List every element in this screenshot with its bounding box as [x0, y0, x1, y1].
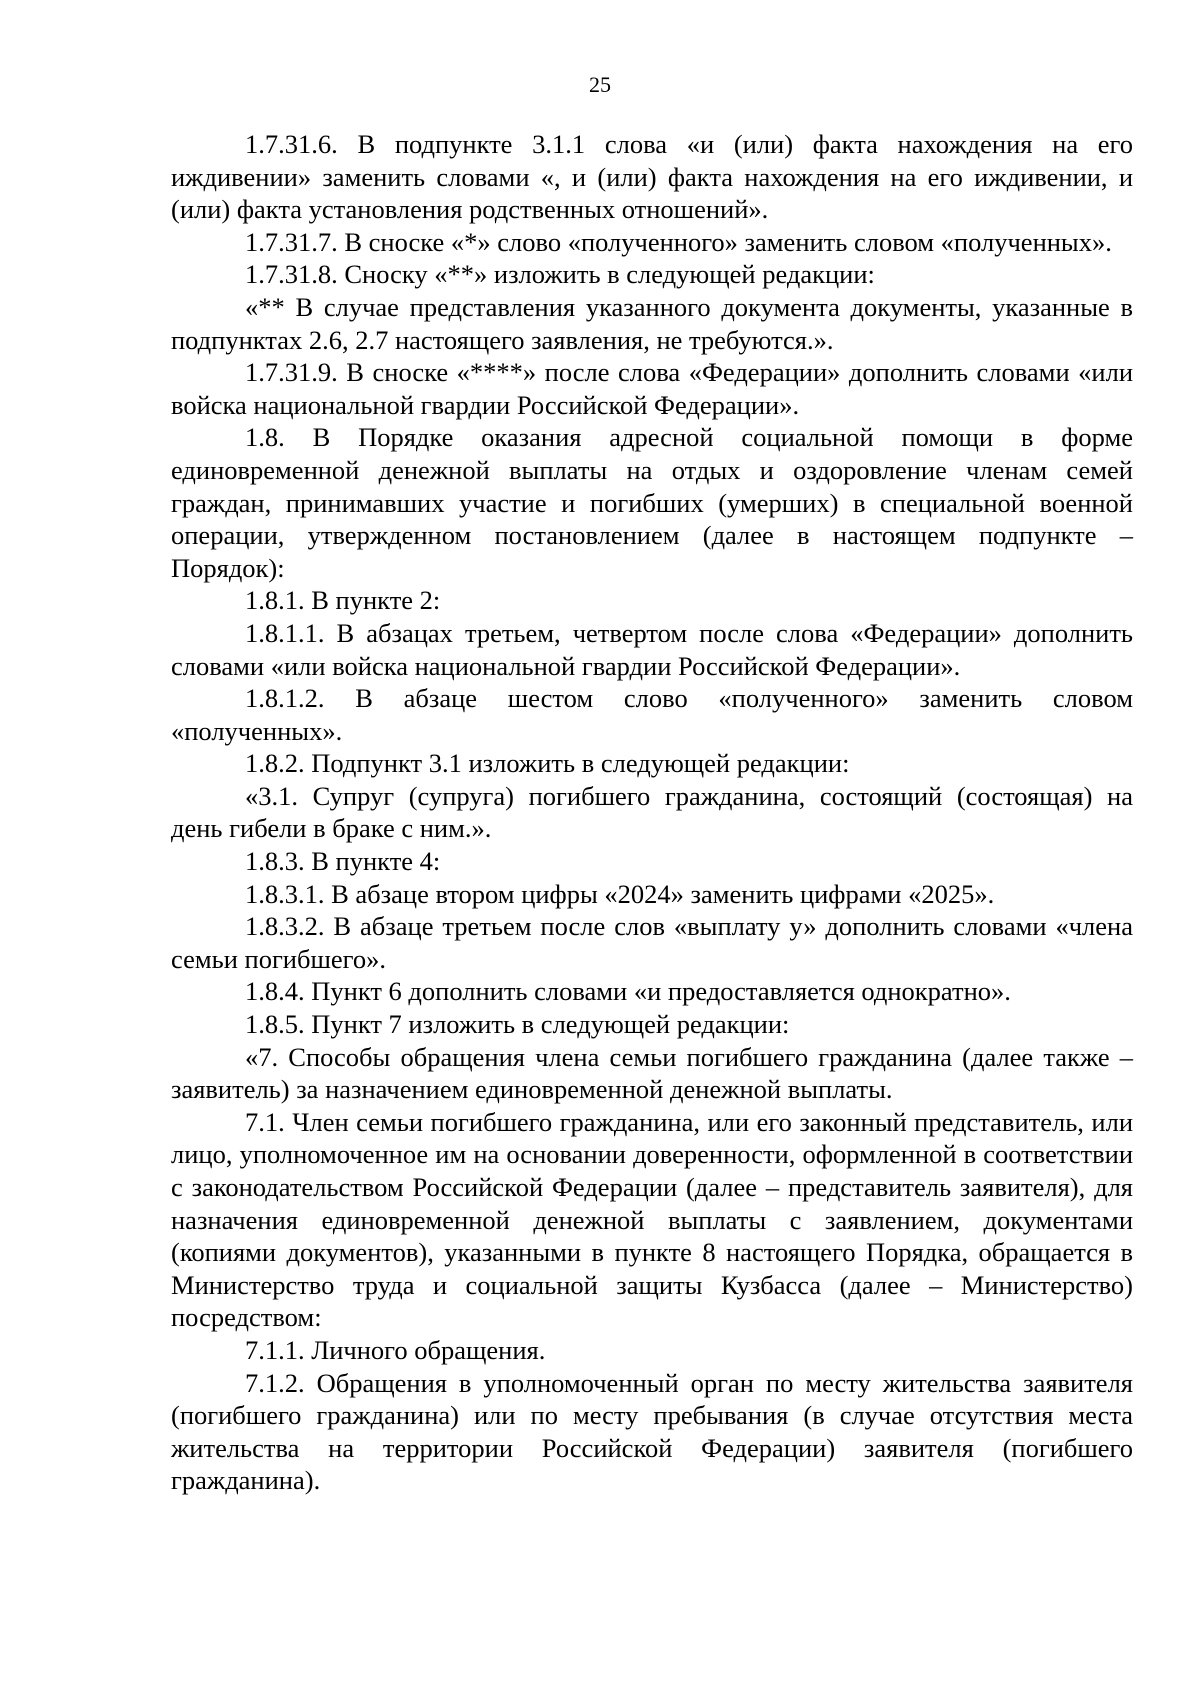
paragraph: 1.8.3.1. В абзаце втором цифры «2024» заменить цифрами «2025». — [245, 878, 995, 909]
paragraph: 1.7.31.8. Сноску «**» изложить в следующей редакции: — [245, 259, 875, 290]
document-body — [171, 128, 1133, 1497]
paragraph: 1.8. В Порядке оказания адресной социальной помощи в форме единовременной денежной выплаты на отдых и оздоровление членам семей граждан, принимавших участие и погибших (умерших) в специальной военной операции, утвержденном постановлением (далее в настоящем подпункте – Порядок): — [171, 422, 1133, 583]
paragraph: 1.7.31.7. В сноске «*» слово «полученного» заменить словом «полученных». — [245, 226, 1112, 257]
paragraph: 7.1.1. Личного обращения. — [245, 1334, 546, 1365]
paragraph: 1.7.31.9. В сноске «****» после слова «Федерации» дополнить словами «или войска национальной гвардии Российской Федерации». — [171, 357, 1133, 420]
paragraph: «** В случае представления указанного документа документы, указанные в подпунктах 2.6, 2.7 настоящего заявления, не требуются.». — [171, 291, 1133, 355]
paragraph: 7.1. Член семьи погибшего гражданина, или его законный представитель, или лицо, уполномоченное им на основании доверенности, оформленной в соответствии с законодательством Российской Федерации (далее – представитель заявителя), для назначения единовременной денежной выплаты с заявлением, документами (копиями документов), указанными в пункте 8 настоящего Порядка, обращается в Министерство труда и социальной защиты Кузбасса (далее – Министерство) посредством: — [171, 1106, 1133, 1333]
paragraph: 1.8.1. В пункте 2: — [245, 585, 441, 616]
paragraph: 1.8.1.2. В абзаце шестом слово «полученного» заменить словом «полученных». — [171, 683, 1133, 746]
paragraph: 1.8.3.2. В абзаце третьем после слов «выплату у» дополнить словами «члена семьи погибшего». — [171, 911, 1133, 974]
paragraph: 7.1.2. Обращения в уполномоченный орган по месту жительства заявителя (погибшего гражданина) или по месту пребывания (в случае отсутствия места жительства на территории Российской Федерации) заявителя (погибшего гражданина). — [171, 1367, 1133, 1496]
paragraph: «3.1. Супруг (супруга) погибшего гражданина, состоящий (состоящая) на день гибели в браке с ним.». — [171, 780, 1133, 844]
paragraph: 1.8.1.1. В абзацах третьем, четвертом после слова «Федерации» дополнить словами «или войска национальной гвардии Российской Федерации». — [171, 617, 1133, 681]
paragraph: 1.8.3. В пункте 4: — [245, 846, 441, 877]
paragraph: 1.8.4. Пункт 6 дополнить словами «и предоставляется однократно». — [245, 976, 1011, 1007]
paragraph: 1.7.31.6. В подпункте 3.1.1 слова «и (или) факта нахождения на его иждивении» заменить словами «, и (или) факта нахождения на его иждивении, и (или) факта установления родственных отношений». — [171, 129, 1133, 225]
paragraph: 1.8.5. Пункт 7 изложить в следующей редакции: — [245, 1009, 790, 1040]
paragraph: 1.8.2. Подпункт 3.1 изложить в следующей редакции: — [245, 748, 850, 779]
page-number: 25 — [589, 72, 611, 97]
paragraph: «7. Способы обращения члена семьи погибшего гражданина (далее также – заявитель) за назначением единовременной денежной выплаты. — [171, 1041, 1133, 1105]
